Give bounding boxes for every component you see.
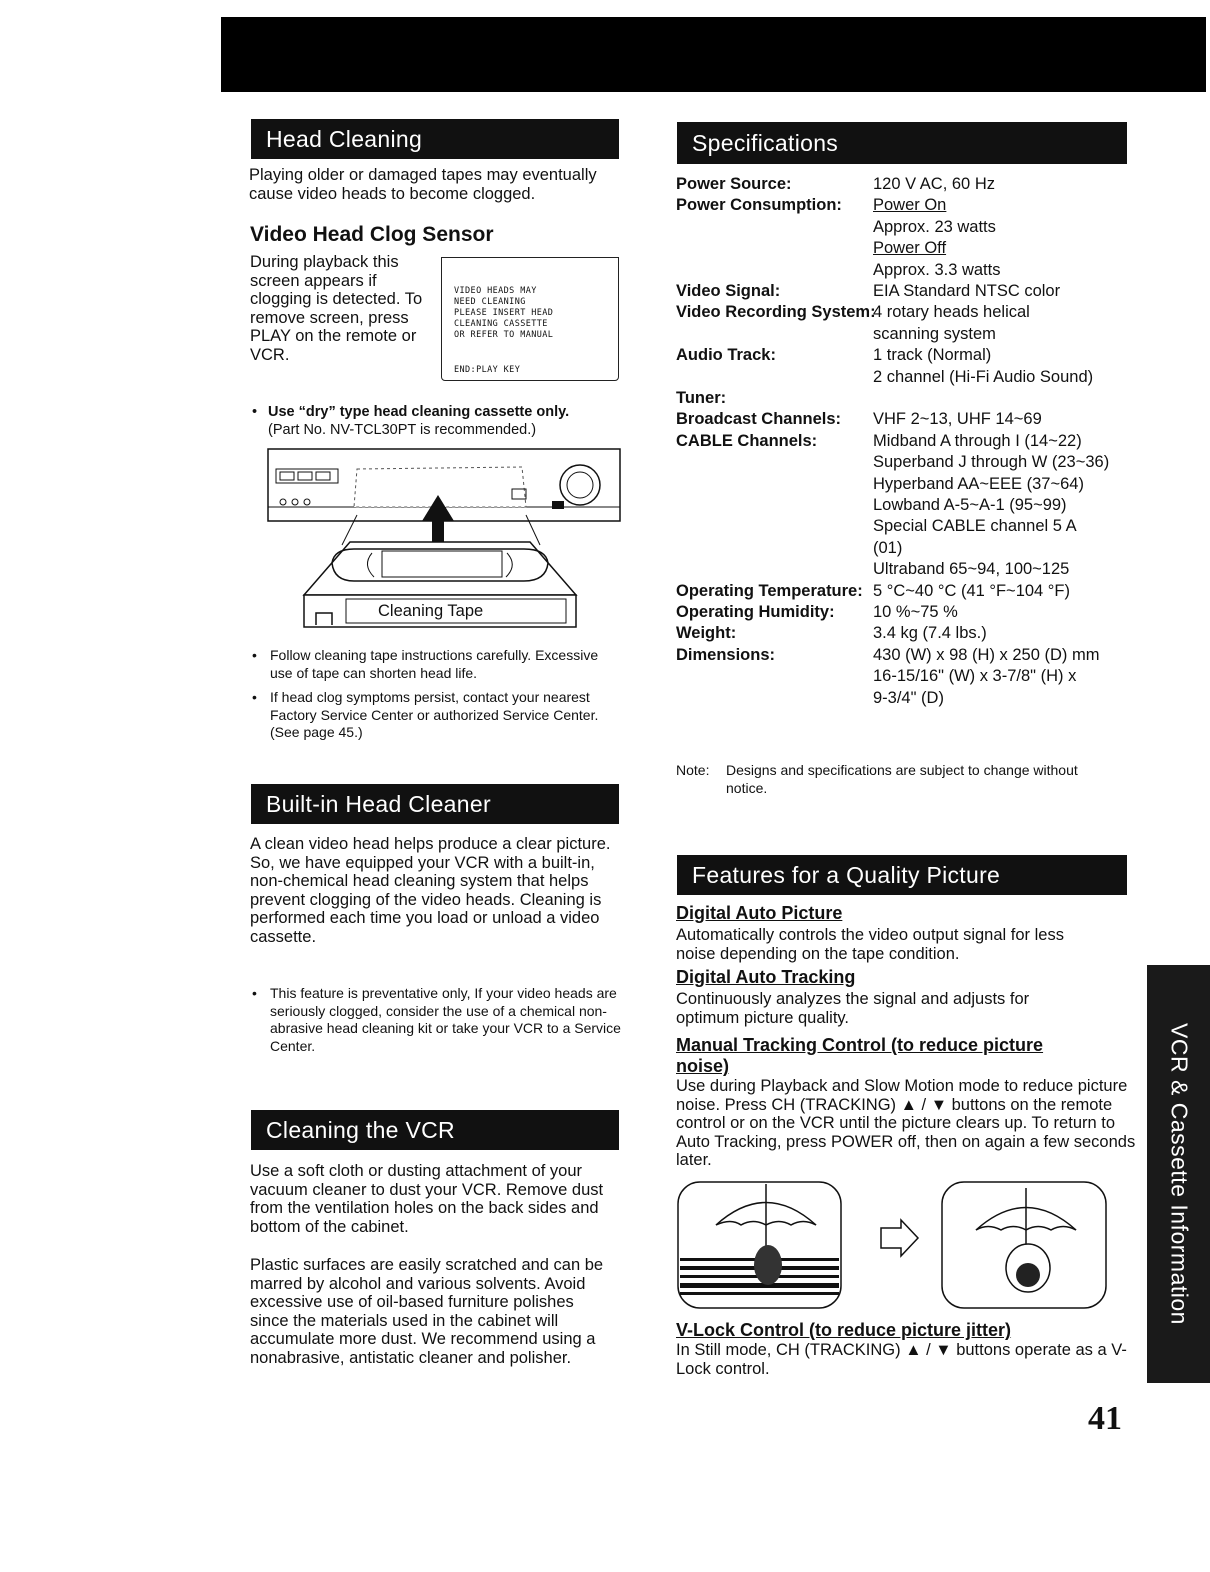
spec-label: Dimensions: bbox=[676, 645, 776, 664]
builtin-header: Built-in Head Cleaner bbox=[251, 784, 619, 824]
dry-cassette-part: (Part No. NV-TCL30PT is recommended.) bbox=[268, 422, 537, 438]
spec-label: Tuner: bbox=[676, 389, 727, 407]
top-banner bbox=[221, 17, 1206, 92]
spec-value: Special CABLE channel 5 A bbox=[873, 517, 1077, 536]
v-lock-title: V-Lock Control (to reduce picture jitter) bbox=[676, 1320, 1012, 1340]
cleaning-vcr-p2: Plastic surfaces are easily scratched and can be marred by alcohol and various solvents. Avoid excessive use of oil-based furniture polishes since the materials used in the cabinet will accumulate more dust. We recommend using a nonabrasive, antistatic cleaner and polisher. bbox=[250, 1256, 604, 1367]
page-number: 41 bbox=[1088, 1400, 1122, 1437]
spec-value: Power On bbox=[873, 196, 947, 215]
spec-label: Operating Humidity: bbox=[676, 603, 835, 621]
dry-cassette-note bbox=[252, 403, 632, 439]
spec-value: EIA Standard NTSC color bbox=[873, 282, 1061, 300]
head-cleaning-intro: Playing older or damaged tapes may eventually cause video heads to become clogged. bbox=[249, 166, 597, 203]
spec-value: 120 V AC, 60 Hz bbox=[873, 175, 995, 193]
spec-label: Video Recording System: bbox=[676, 303, 876, 322]
spec-value: Superband J through W (23~36) bbox=[873, 453, 1110, 472]
clog-sensor-text: During playback this screen appears if clogging is detected. To remove screen, press PLAY on the remote or VCR. bbox=[250, 253, 423, 364]
cleaning-vcr-p1: Use a soft cloth or dusting attachment of your vacuum cleaner to dust your VCR. Remove dust from the ventilation holes on the back sides and bottom of the cabinet. bbox=[250, 1162, 604, 1236]
spec-value: 430 (W) x 98 (H) x 250 (D) mm bbox=[873, 645, 1100, 664]
manual-tracking-text: Use during Playback and Slow Motion mode to reduce picture noise. Press CH (TRACKING) ▲ / ▼ buttons on the remote control or on the VCR until the picture clears up. To return to Auto Tracking, press POWER off, then on again a few seconds later. bbox=[676, 1077, 1136, 1169]
spec-label: Video Signal: bbox=[676, 282, 781, 300]
features-header: Features for a Quality Picture bbox=[677, 855, 1127, 895]
bullet-dot: • bbox=[252, 985, 257, 1001]
spec-value: scanning system bbox=[873, 324, 996, 343]
bullet-dot: • bbox=[252, 689, 257, 705]
spec-value: Approx. 23 watts bbox=[873, 217, 996, 236]
spec-value: 4 rotary heads helical bbox=[873, 303, 1030, 322]
digital-auto-picture-text: Automatically controls the video output signal for less noise depending on the tape condition. bbox=[676, 926, 1064, 963]
digital-auto-tracking-title: Digital Auto Tracking bbox=[676, 967, 856, 987]
note-label: Note: bbox=[676, 762, 710, 778]
arrow-right-icon bbox=[881, 1220, 918, 1256]
spec-label: Audio Track: bbox=[676, 346, 776, 365]
spec-value: Approx. 3.3 watts bbox=[873, 260, 1001, 279]
cleaning-tape-label: Cleaning Tape bbox=[378, 602, 484, 620]
side-tab-label: VCR & Cassette Information bbox=[1166, 1023, 1192, 1325]
manual-tracking-title: Manual Tracking Control (to reduce picture noise) bbox=[676, 1035, 1044, 1076]
spec-label: Weight: bbox=[676, 624, 737, 643]
bullet-dot: • bbox=[252, 647, 257, 663]
spec-label: CABLE Channels: bbox=[676, 431, 818, 450]
bullet-dot: • bbox=[252, 404, 258, 420]
spec-value: VHF 2~13, UHF 14~69 bbox=[873, 410, 1042, 429]
spec-value: 16-15/16" (W) x 3-7/8" (H) x bbox=[873, 667, 1077, 686]
spec-value: 3.4 kg (7.4 lbs.) bbox=[873, 624, 987, 643]
builtin-text: A clean video head helps produce a clear picture. So, we have equipped your VCR with a built-in, non-chemical head cleaning system that helps prevent clogging of the video heads. Cleaning is performed each time you load or unload a video cassette. bbox=[250, 835, 611, 946]
bullet-text: This feature is preventative only, If your video heads are seriously clogged, consider the use of a chemical non-abrasive head cleaning kit or take your VCR to a Service Center. bbox=[270, 985, 621, 1054]
v-lock-text: In Still mode, CH (TRACKING) ▲ / ▼ buttons operate as a V-Lock control. bbox=[676, 1341, 1127, 1378]
cleaning-vcr-header: Cleaning the VCR bbox=[251, 1110, 619, 1150]
spec-value: 5 °C~40 °C (41 °F~104 °F) bbox=[873, 581, 1070, 600]
cleaning-bullet-2 bbox=[252, 689, 622, 742]
spec-value: 2 channel (Hi-Fi Audio Sound) bbox=[873, 367, 1094, 386]
screen-footer: END:PLAY KEY bbox=[454, 365, 521, 375]
bullet-text: If head clog symptoms persist, contact your nearest Factory Service Center or authorized Service Center. (See page 45.) bbox=[270, 689, 599, 740]
bullet-text: Follow cleaning tape instructions carefully. Excessive use of tape can shorten head life. bbox=[270, 647, 599, 681]
dry-cassette-bold: Use “dry” type head cleaning cassette only. bbox=[268, 404, 570, 420]
spec-value: Midband A through I (14~22) bbox=[873, 431, 1082, 450]
screen-message bbox=[454, 286, 553, 341]
screen-line: NEED CLEANING bbox=[454, 297, 526, 307]
spec-value: Ultraband 65~94, 100~125 bbox=[873, 560, 1070, 579]
spec-value: (01) bbox=[873, 538, 903, 557]
screen-line: VIDEO HEADS MAY bbox=[454, 286, 537, 296]
section-side-tab bbox=[1147, 965, 1210, 1383]
spec-value: Lowband A-5~A-1 (95~99) bbox=[873, 496, 1067, 514]
digital-auto-picture-title: Digital Auto Picture bbox=[676, 903, 843, 923]
spec-label: Power Source: bbox=[676, 175, 792, 193]
spec-value: Power Off bbox=[873, 239, 947, 258]
note-text: Designs and specifications are subject to change without notice. bbox=[726, 762, 1078, 796]
spec-label: Power Consumption: bbox=[676, 196, 842, 215]
spec-value: 1 track (Normal) bbox=[873, 346, 992, 365]
specifications-table bbox=[676, 175, 1146, 707]
clog-warning-screen bbox=[441, 257, 619, 381]
spec-value: 10 %~75 % bbox=[873, 603, 958, 621]
builtin-bullet bbox=[252, 985, 622, 1055]
head-cleaning-header: Head Cleaning bbox=[251, 119, 619, 159]
screen-line: OR REFER TO MANUAL bbox=[454, 330, 554, 340]
spec-label: Operating Temperature: bbox=[676, 581, 863, 600]
clog-sensor-title: Video Head Clog Sensor bbox=[250, 223, 494, 246]
spec-value: 9-3/4" (D) bbox=[873, 688, 944, 707]
before-picture bbox=[678, 1182, 841, 1308]
spec-label: Broadcast Channels: bbox=[676, 410, 842, 429]
tracking-before-after-illustration bbox=[676, 1180, 1116, 1310]
specifications-header: Specifications bbox=[677, 122, 1127, 164]
cleaning-bullet-1 bbox=[252, 647, 622, 682]
spec-value: Hyperband AA~EEE (37~64) bbox=[873, 474, 1084, 493]
screen-line: PLEASE INSERT HEAD bbox=[454, 308, 554, 318]
digital-auto-tracking-text: Continuously analyzes the signal and adjusts for optimum picture quality. bbox=[676, 990, 1030, 1027]
screen-line: CLEANING CASSETTE bbox=[454, 319, 548, 329]
